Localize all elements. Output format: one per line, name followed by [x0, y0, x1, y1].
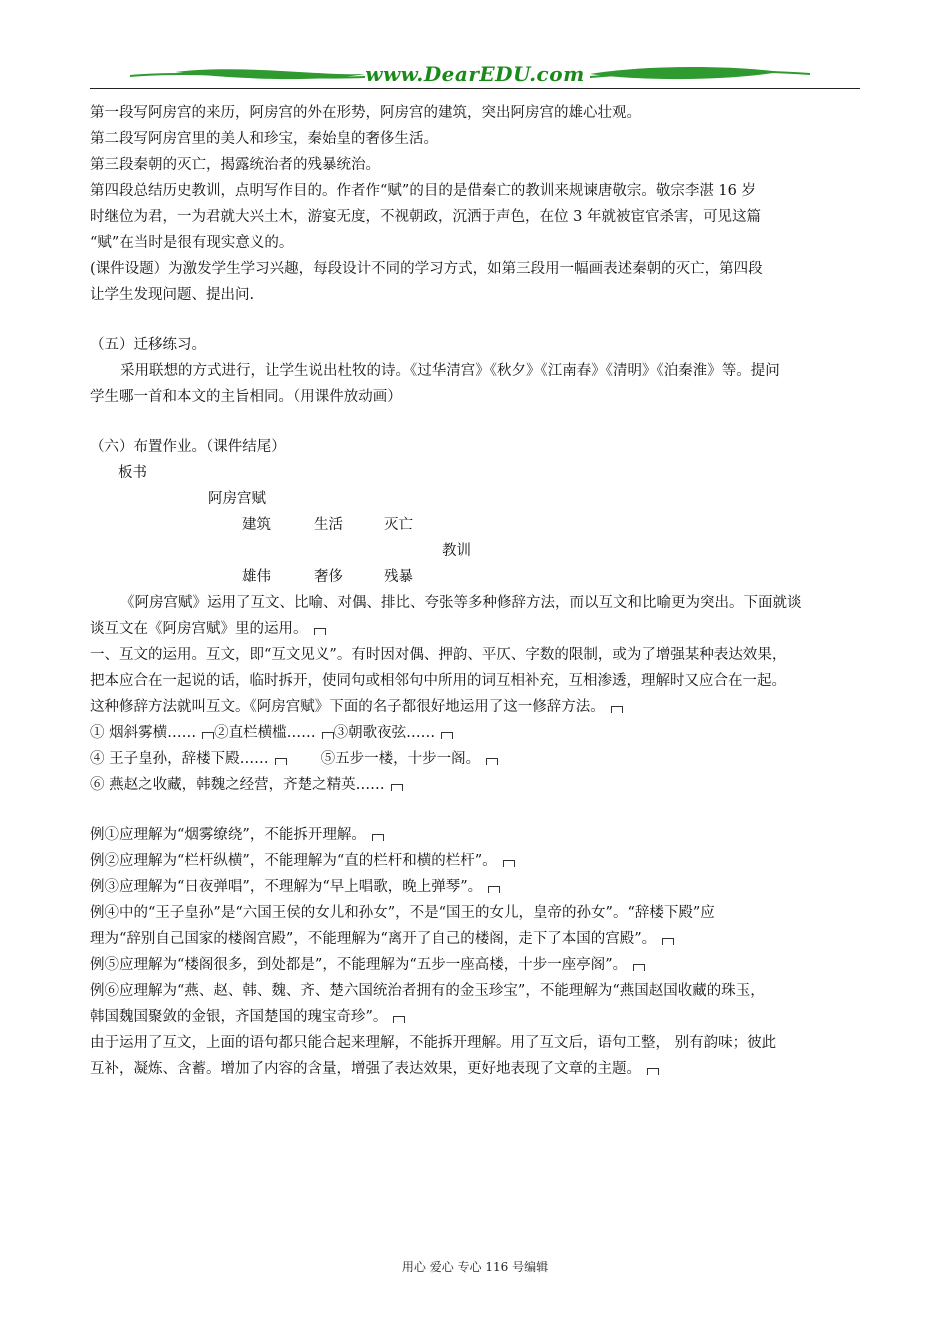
explanation-6-line-2: 韩国魏国聚敛的金银，齐国楚国的瑰宝奇珍”。 [90, 1004, 865, 1030]
paragraph-4-line-3: “赋”在当时是很有现实意义的。 [90, 235, 294, 251]
board-cell: 奢侈 [314, 569, 343, 585]
banshu-label: 板书 [118, 465, 147, 481]
page-header [90, 62, 860, 92]
paragraph-mark-icon [202, 732, 214, 739]
paragraph-4-line-1: 第四段总结历史教训，点明写作目的。作者作“赋”的目的是借秦亡的教训来规谏唐敬宗。敬宗李湛 16 岁 [90, 183, 756, 199]
board-middle: 教训 [442, 543, 471, 559]
paragraph-mark-icon [314, 628, 326, 635]
paragraph-3: 第三段秦朝的灭亡，揭露统治者的残暴统治。 [90, 157, 380, 173]
explanation-4-line-1: 例④中的“王子皇孙”是“六国王侯的女儿和孙女”，不是“国王的女儿，皇帝的孙女”。“辞楼下殿”应 [90, 905, 715, 921]
paragraph-mark-icon [488, 886, 500, 893]
explanation-3: 例③应理解为“日夜弹唱”，不理解为“早上唱歌，晚上弹琴”。 [90, 874, 865, 900]
section-5-line-1: 采用联想的方式进行，让学生说出杜牧的诗。《过华清宫》《秋夕》《江南春》《清明》《泊秦淮》等。提问 [120, 363, 780, 379]
section-6-title: （六）布置作业。（课件结尾） [90, 439, 286, 455]
paragraph-4-line-2: 时继位为君，一为君就大兴土木，游宴无度，不视朝政，沉洒于声色，在位 3 年就被宦官杀害，可见这篇 [90, 209, 761, 225]
board-cell: 灭亡 [384, 517, 413, 533]
paragraph-mark-icon [633, 964, 645, 971]
paragraph-5-line-1: (课件设题）为激发学生学习兴趣，每段设计不同的学习方式，如第三段用一幅画表述秦朝的灭亡，第四段 [90, 261, 763, 277]
paragraph-mark-icon [611, 706, 623, 713]
board-title: 阿房宫赋 [208, 491, 266, 507]
section-5-line-2: 学生哪一首和本文的主旨相同。（用课件放动画） [90, 389, 402, 405]
examples-row-2: ④ 王子皇孙，辞楼下殿…… ⑤五步一楼，十步一阁。 [90, 746, 865, 772]
paragraph-mark-icon [662, 938, 674, 945]
examples-row-1: ① 烟斜雾横…… ②直栏横槛…… ③朝歌夜弦…… [90, 720, 865, 746]
page-footer: 用心 爱心 专心 116 号编辑 [401, 1260, 549, 1274]
section-5-title: （五）迁移练习。 [90, 337, 206, 353]
document-body [90, 100, 865, 1082]
hu-wen-def-line-3: 这种修辞方法就叫互文。《阿房宫赋》下面的名子都很好地运用了这一修辞方法。 [90, 694, 865, 720]
paragraph-mark-icon [503, 860, 515, 867]
hu-wen-intro-line-2: 谈互文在《阿房宫赋》里的运用。 [90, 616, 865, 642]
paragraph-2: 第二段写阿房宫里的美人和珍宝，秦始皇的奢侈生活。 [90, 131, 438, 147]
paragraph-mark-icon [393, 1016, 405, 1023]
examples-row-3: ⑥ 燕赵之收藏，韩魏之经营，齐楚之精英…… [90, 772, 865, 798]
hu-wen-def-line-1: 一、互文的运用。互文，即“互文见义”。有时因对偶、押韵、平仄、字数的限制，或为了增强某种表达效果， [90, 647, 787, 663]
board-row-1 [90, 512, 865, 538]
conclusion-line-2: 互补，凝炼、含蓄。增加了内容的含量，增强了表达效果，更好地表现了文章的主题。 [90, 1056, 865, 1082]
paragraph-mark-icon [275, 758, 287, 765]
paragraph-mark-icon [372, 834, 384, 841]
explanation-5: 例⑤应理解为“楼阁很多，到处都是”，不能理解为“五步一座高楼，十步一座亭阁”。 [90, 952, 865, 978]
board-cell: 生活 [314, 517, 343, 533]
board-row-2 [90, 564, 865, 590]
paragraph-1: 第一段写阿房宫的来历，阿房宫的外在形势，阿房宫的建筑，突出阿房宫的雄心壮观。 [90, 105, 641, 121]
header-rule [90, 88, 860, 89]
paragraph-mark-icon [391, 784, 403, 791]
explanation-4-line-2: 理为“辞别自己国家的楼阁宫殿”，不能理解为“离开了自己的楼阁，走下了本国的宫殿”。 [90, 926, 865, 952]
explanation-2: 例②应理解为“栏杆纵横”，不能理解为“直的栏杆和横的栏杆”。 [90, 848, 865, 874]
paragraph-5-line-2: 让学生发现问题、提出问. [90, 287, 255, 303]
paragraph-mark-icon [322, 732, 334, 739]
board-cell: 残暴 [384, 569, 413, 585]
conclusion-line-1: 由于运用了互文，上面的语句都只能合起来理解，不能拆开理解。用了互文后，语句工整， 别有韵味；彼此 [90, 1035, 777, 1051]
board-cell: 雄伟 [242, 569, 271, 585]
site-logo[interactable]: www.DearEDU.com [365, 62, 585, 86]
hu-wen-intro-line-1: 《阿房宫赋》运用了互文、比喻、对偶、排比、夸张等多种修辞方法，而以互文和比喻更为突出。下面就谈 [120, 595, 802, 611]
explanation-6-line-1: 例⑥应理解为“燕、赵、韩、魏、齐、楚六国统治者拥有的金玉珍宝”，不能理解为“燕国赵国收藏的珠玉， [90, 983, 765, 999]
paragraph-mark-icon [441, 732, 453, 739]
paragraph-mark-icon [647, 1068, 659, 1075]
explanation-1: 例①应理解为“烟雾缭绕”，不能拆开理解。 [90, 822, 865, 848]
board-cell: 建筑 [242, 517, 271, 533]
paragraph-mark-icon [486, 758, 498, 765]
hu-wen-def-line-2: 把本应合在一起说的话，临时拆开，使同句或相邻句中所用的词互相补充，互相渗透，理解时又应合在一起。 [90, 673, 786, 689]
